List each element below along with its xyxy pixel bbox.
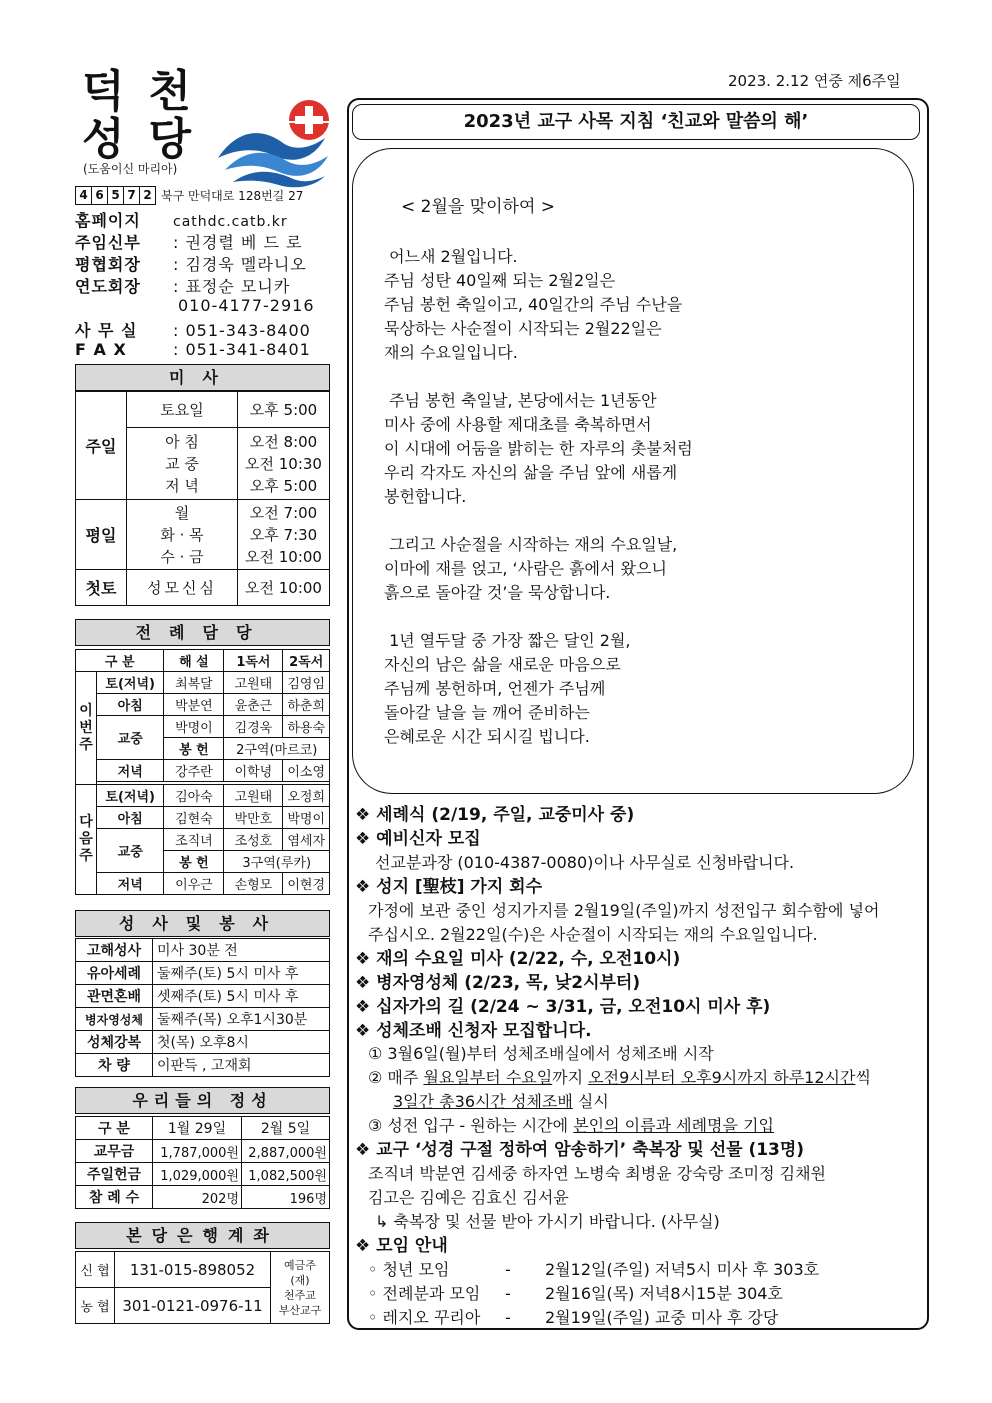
bullet-icon: ❖ (355, 1236, 371, 1256)
patron-saint: (도움이신 마리아) (83, 162, 178, 176)
homepage-link[interactable]: cathdc.catb.kr (173, 214, 288, 230)
notice-sick-communion: ❖ 병자영성체 (2/23, 목, 낮2시부터) (355, 973, 641, 993)
letter-title: < 2월을 맞이하여 > (401, 197, 556, 217)
address-line (75, 186, 337, 205)
notice-ash-wednesday: ❖ 재의 수요일 미사 (2/22, 수, 오전10시) (355, 949, 681, 969)
bank-account: 131-015-898052 (115, 1252, 271, 1288)
notice-palm: ❖ 성지 [聖枝] 가지 회수 (355, 877, 542, 897)
meeting-item: ◦ 레지오 꾸리아 - 2월19일(주일) 교중 미사 후 강당 (368, 1308, 779, 1327)
bullet-icon: ❖ (355, 877, 371, 897)
notice-baptism: ❖ 세례식 (2/19, 주일, 교중미사 중) (355, 805, 635, 825)
bullet-icon: ❖ (355, 1140, 371, 1160)
info-funeral-phone: 010-4177-2916 (178, 296, 315, 315)
church-name-line1: 덕천 (82, 66, 216, 117)
diocese-motto: 2023년 교구 사목 지침 ‘친교와 말씀의 해’ (352, 104, 920, 140)
zip-digit: 2 (139, 186, 156, 205)
bullet-icon: ❖ (355, 949, 371, 969)
letter-paragraph: 그리고 사순절을 시작하는 재의 수요일날, 이마에 재를 얹고, ‘사람은 흙에서 왔으니 흙으로 돌아갈 것’을 묵상합니다. (384, 535, 678, 602)
info-pastor: 주임신부 : 권경렬 베 드 로 (75, 233, 303, 252)
notice-text: ① 3월6일(월)부터 성체조배실에서 성체조배 시작 (368, 1044, 714, 1063)
notice-bible-verse: ❖ 교구 ‘성경 구절 정하여 암송하기’ 축복장 및 선물 (13명) (355, 1140, 805, 1160)
meeting-item: ◦ 청년 모임 - 2월12일(주일) 저녁5시 미사 후 303호 (368, 1260, 820, 1279)
bullet-icon: ❖ (355, 1021, 371, 1041)
next-week-label: 다음주 (76, 785, 97, 895)
bank-table: 신 협 131-015-898052 예금주 (재) 천주교 부산교구 농 협 301-0121-0976-11 (75, 1251, 330, 1324)
info-fax: F A X : 051-341-8401 (75, 340, 311, 359)
church-name-line2: 성당 (82, 114, 216, 165)
mass-heading: 미사 (75, 364, 330, 391)
notice-meetings: ❖ 모임 안내 (355, 1236, 448, 1256)
zip-digit: 6 (91, 186, 108, 205)
meeting-item: ◦ 전례분과 모임 - 2월16일(목) 저녁8시15분 304호 (368, 1284, 783, 1303)
letter-paragraph: 어느새 2월입니다. 주님 성탄 40일째 되는 2월2일은 주님 봉헌 축일이고, 40일간의 주님 수난을 묵상하는 사순절이 시작되는 2월22일은 재의 수요일입니다. (384, 247, 683, 362)
offering-heading: 우리들의 정성 (75, 1087, 330, 1114)
bullet-icon: ❖ (355, 805, 371, 825)
notice-catechumen: ❖ 예비신자 모집 (355, 829, 481, 849)
this-week-label: 이번주 (76, 672, 97, 785)
bank-account: 301-0121-0976-11 (115, 1288, 271, 1324)
info-council-president: 평협회장 : 김경욱 멜라니오 (75, 255, 307, 274)
sacraments-heading: 성사및봉사 (75, 910, 330, 937)
bullet-icon: ❖ (355, 829, 371, 849)
zip-digit: 7 (123, 186, 140, 205)
offering-table: 구 분 1월 29일 2월 5일 교무금 1,787,000원 2,887,000원 주일헌금 1,029,000원 1,082,500원 참 례 수 202명 196명 (75, 1116, 330, 1209)
notice-adoration: ❖ 성체조배 신청자 모집합니다. (355, 1021, 592, 1041)
notice-text: 조직녀 박분연 김세중 하자연 노병숙 최병윤 강숙랑 조미정 김채원 (368, 1164, 827, 1183)
liturgy-roster-table: 구 분 해 설 1독서 2독서 이번주 토(저녁) 최복달 고원태 김영임 아침 박분연 윤춘근 하춘희 교중 박명이 김경욱 하용숙 봉 헌 2구역(마르코) 저녁 강주란 이학녕 이소영 다음주 토(저녁) 김아숙 고원태 오정희 아침 김현숙 박만호 박명이 교중 조직녀 조성호 염세자 봉 헌 3구역(루카) 저녁 이우근 손형모 이현경 (75, 649, 330, 895)
street-address: 북구 만덕대로 128번길 27 (161, 189, 304, 203)
bullet-icon: ❖ (355, 973, 371, 993)
info-office-phone: 사 무 실 : 051-343-8400 (75, 321, 311, 340)
info-homepage: 홈페이지 cathdc.catb.kr (75, 211, 288, 230)
notice-text: ↳ 축복장 및 선물 받아 가시기 바랍니다. (사무실) (375, 1212, 720, 1231)
notice-text: ② 매주 월요일부터 수요일까지 오전9시부터 오후9시까지 하루12시간씩 (368, 1068, 871, 1087)
bulletin-date: 2023. 2.12 연중 제6주일 (728, 72, 901, 90)
sacraments-table: 고해성사 미사 30분 전 유아세례 둘째주(토) 5시 미사 후 관면혼배 셋째주(토) 5시 미사 후 병자영성체 둘째주(목) 오후1시30분 성체강복 첫(목) 오후8시 차 량 이판득 , 고재회 (75, 938, 330, 1077)
zip-digit: 5 (107, 186, 124, 205)
bullet-icon: ❖ (355, 997, 371, 1017)
zip-digit: 4 (75, 186, 92, 205)
notice-stations: ❖ 십자가의 길 (2/24 ~ 3/31, 금, 오전10시 미사 후) (355, 997, 771, 1017)
sunday-label: 주일 (76, 392, 127, 500)
weekday-label: 평일 (76, 500, 127, 570)
notice-text: ③ 성전 입구 - 원하는 시간에 본인의 이름과 세례명을 기입 (368, 1116, 774, 1135)
notice-text: 김고은 김예은 김효신 김서윤 (368, 1188, 569, 1207)
letter-paragraph: 주님 봉헌 축일날, 본당에서는 1년동안 미사 중에 사용할 제대초를 축복하면서 이 시대에 어둠을 밝히는 한 자루의 촛불처럼 우리 각자도 자신의 삶을 주님 앞에 새롭게 봉헌합니다. (384, 391, 693, 506)
bank-heading: 본당은행계좌 (75, 1222, 330, 1249)
notice-text: 주십시오. 2월22일(수)은 사순절이 시작되는 재의 수요일입니다. (368, 925, 818, 944)
liturgy-heading: 전례담당 (75, 619, 330, 646)
notice-text: 선교분과장 (010-4387-0080)이나 사무실로 신청바랍니다. (375, 853, 795, 872)
notice-text: 3일간 총36시간 성체조배 실시 (393, 1092, 609, 1111)
parish-logo-icon (213, 98, 333, 188)
info-funeral-president: 연도회장 : 표정순 모니카 (75, 277, 291, 296)
first-saturday-label: 첫토 (76, 570, 127, 606)
mass-table: 주일 토요일 오후 5:00 아 침 교 중 저 녁 오전 8:00 오전 10:30 오후 5:00 평일 월 화 · 목 수 · 금 오전 7:00 오후 7:30 오전 10:00 첫토 성모신심 오전 10:00 (75, 391, 330, 606)
notice-text: 가정에 보관 중인 성지가지를 2월19일(주일)까지 성전입구 회수함에 넣어 (368, 901, 880, 920)
letter-paragraph: 1년 열두달 중 가장 짧은 달인 2월, 자신의 남은 삶을 새로운 마음으로 주님께 봉헌하며, 언젠가 주님께 돌아갈 날을 늘 깨어 준비하는 은혜로운 시간 되시길 빕니다. (384, 631, 631, 746)
